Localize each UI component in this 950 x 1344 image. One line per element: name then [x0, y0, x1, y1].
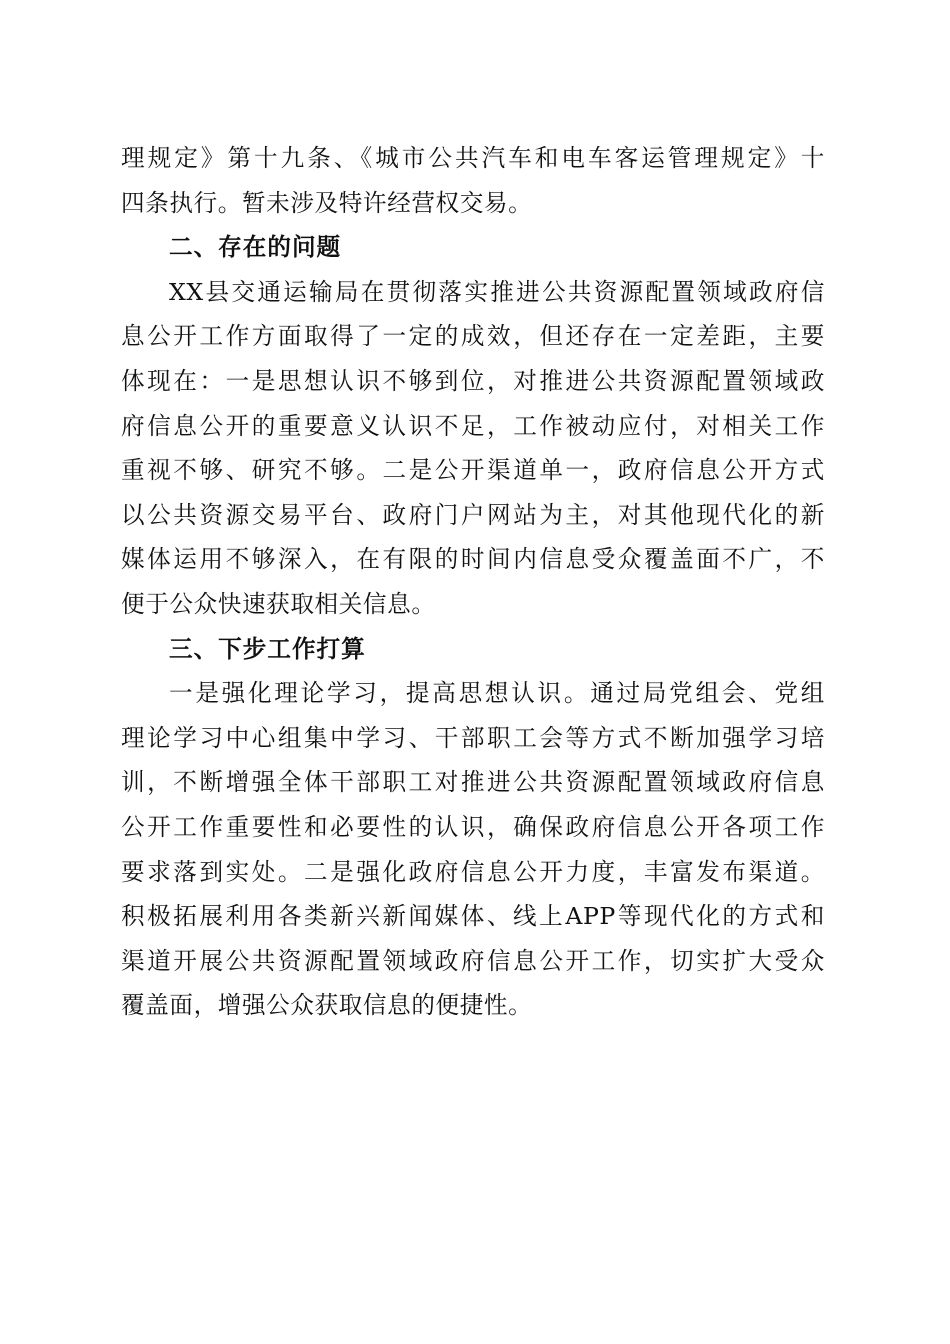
- body-line: 渠道开展公共资源配置领域政府信息公开工作，切实扩大受众: [121, 946, 825, 975]
- body-line: 要求落到实处。二是强化政府信息公开力度，丰富发布渠道。: [121, 857, 825, 886]
- body-line: 一是强化理论学习，提高思想认识。通过局党组会、党组: [169, 679, 825, 708]
- body-line: 重视不够、研究不够。二是公开渠道单一，政府信息公开方式: [121, 456, 825, 485]
- body-line: 府信息公开的重要意义认识不足，工作被动应付，对相关工作: [121, 411, 825, 440]
- body-line: 体现在：一是思想认识不够到位，对推进公共资源配置领域政: [121, 366, 825, 395]
- body-line: 覆盖面，增强公众获取信息的便捷性。: [121, 991, 533, 1020]
- body-line: 积极拓展利用各类新兴新闻媒体、线上APP等现代化的方式和: [121, 902, 825, 931]
- section-heading-next-steps: 三、下步工作打算: [169, 634, 366, 663]
- body-line: 息公开工作方面取得了一定的成效，但还存在一定差距，主要: [121, 322, 825, 351]
- body-line: 以公共资源交易平台、政府门户网站为主，对其他现代化的新: [121, 500, 825, 529]
- body-line: 便于公众快速获取相关信息。: [121, 589, 436, 618]
- body-line: 公开工作重要性和必要性的认识，确保政府信息公开各项工作: [121, 812, 825, 841]
- body-line: 媒体运用不够深入，在有限的时间内信息受众覆盖面不广，不: [121, 545, 825, 574]
- document-body: [121, 136, 825, 1028]
- body-line: 四条执行。暂未涉及特许经营权交易。: [121, 188, 533, 217]
- body-line: 理规定》第十九条、《城市公共汽车和电车客运管理规定》十: [121, 144, 825, 172]
- body-line: XX县交通运输局在贯彻落实推进公共资源配置领域政府信: [169, 277, 825, 306]
- body-line: 理论学习中心组集中学习、干部职工会等方式不断加强学习培: [121, 723, 825, 752]
- section-heading-problems: 二、存在的问题: [169, 233, 342, 262]
- body-line: 训，不断增强全体干部职工对推进公共资源配置领域政府信息: [121, 768, 825, 797]
